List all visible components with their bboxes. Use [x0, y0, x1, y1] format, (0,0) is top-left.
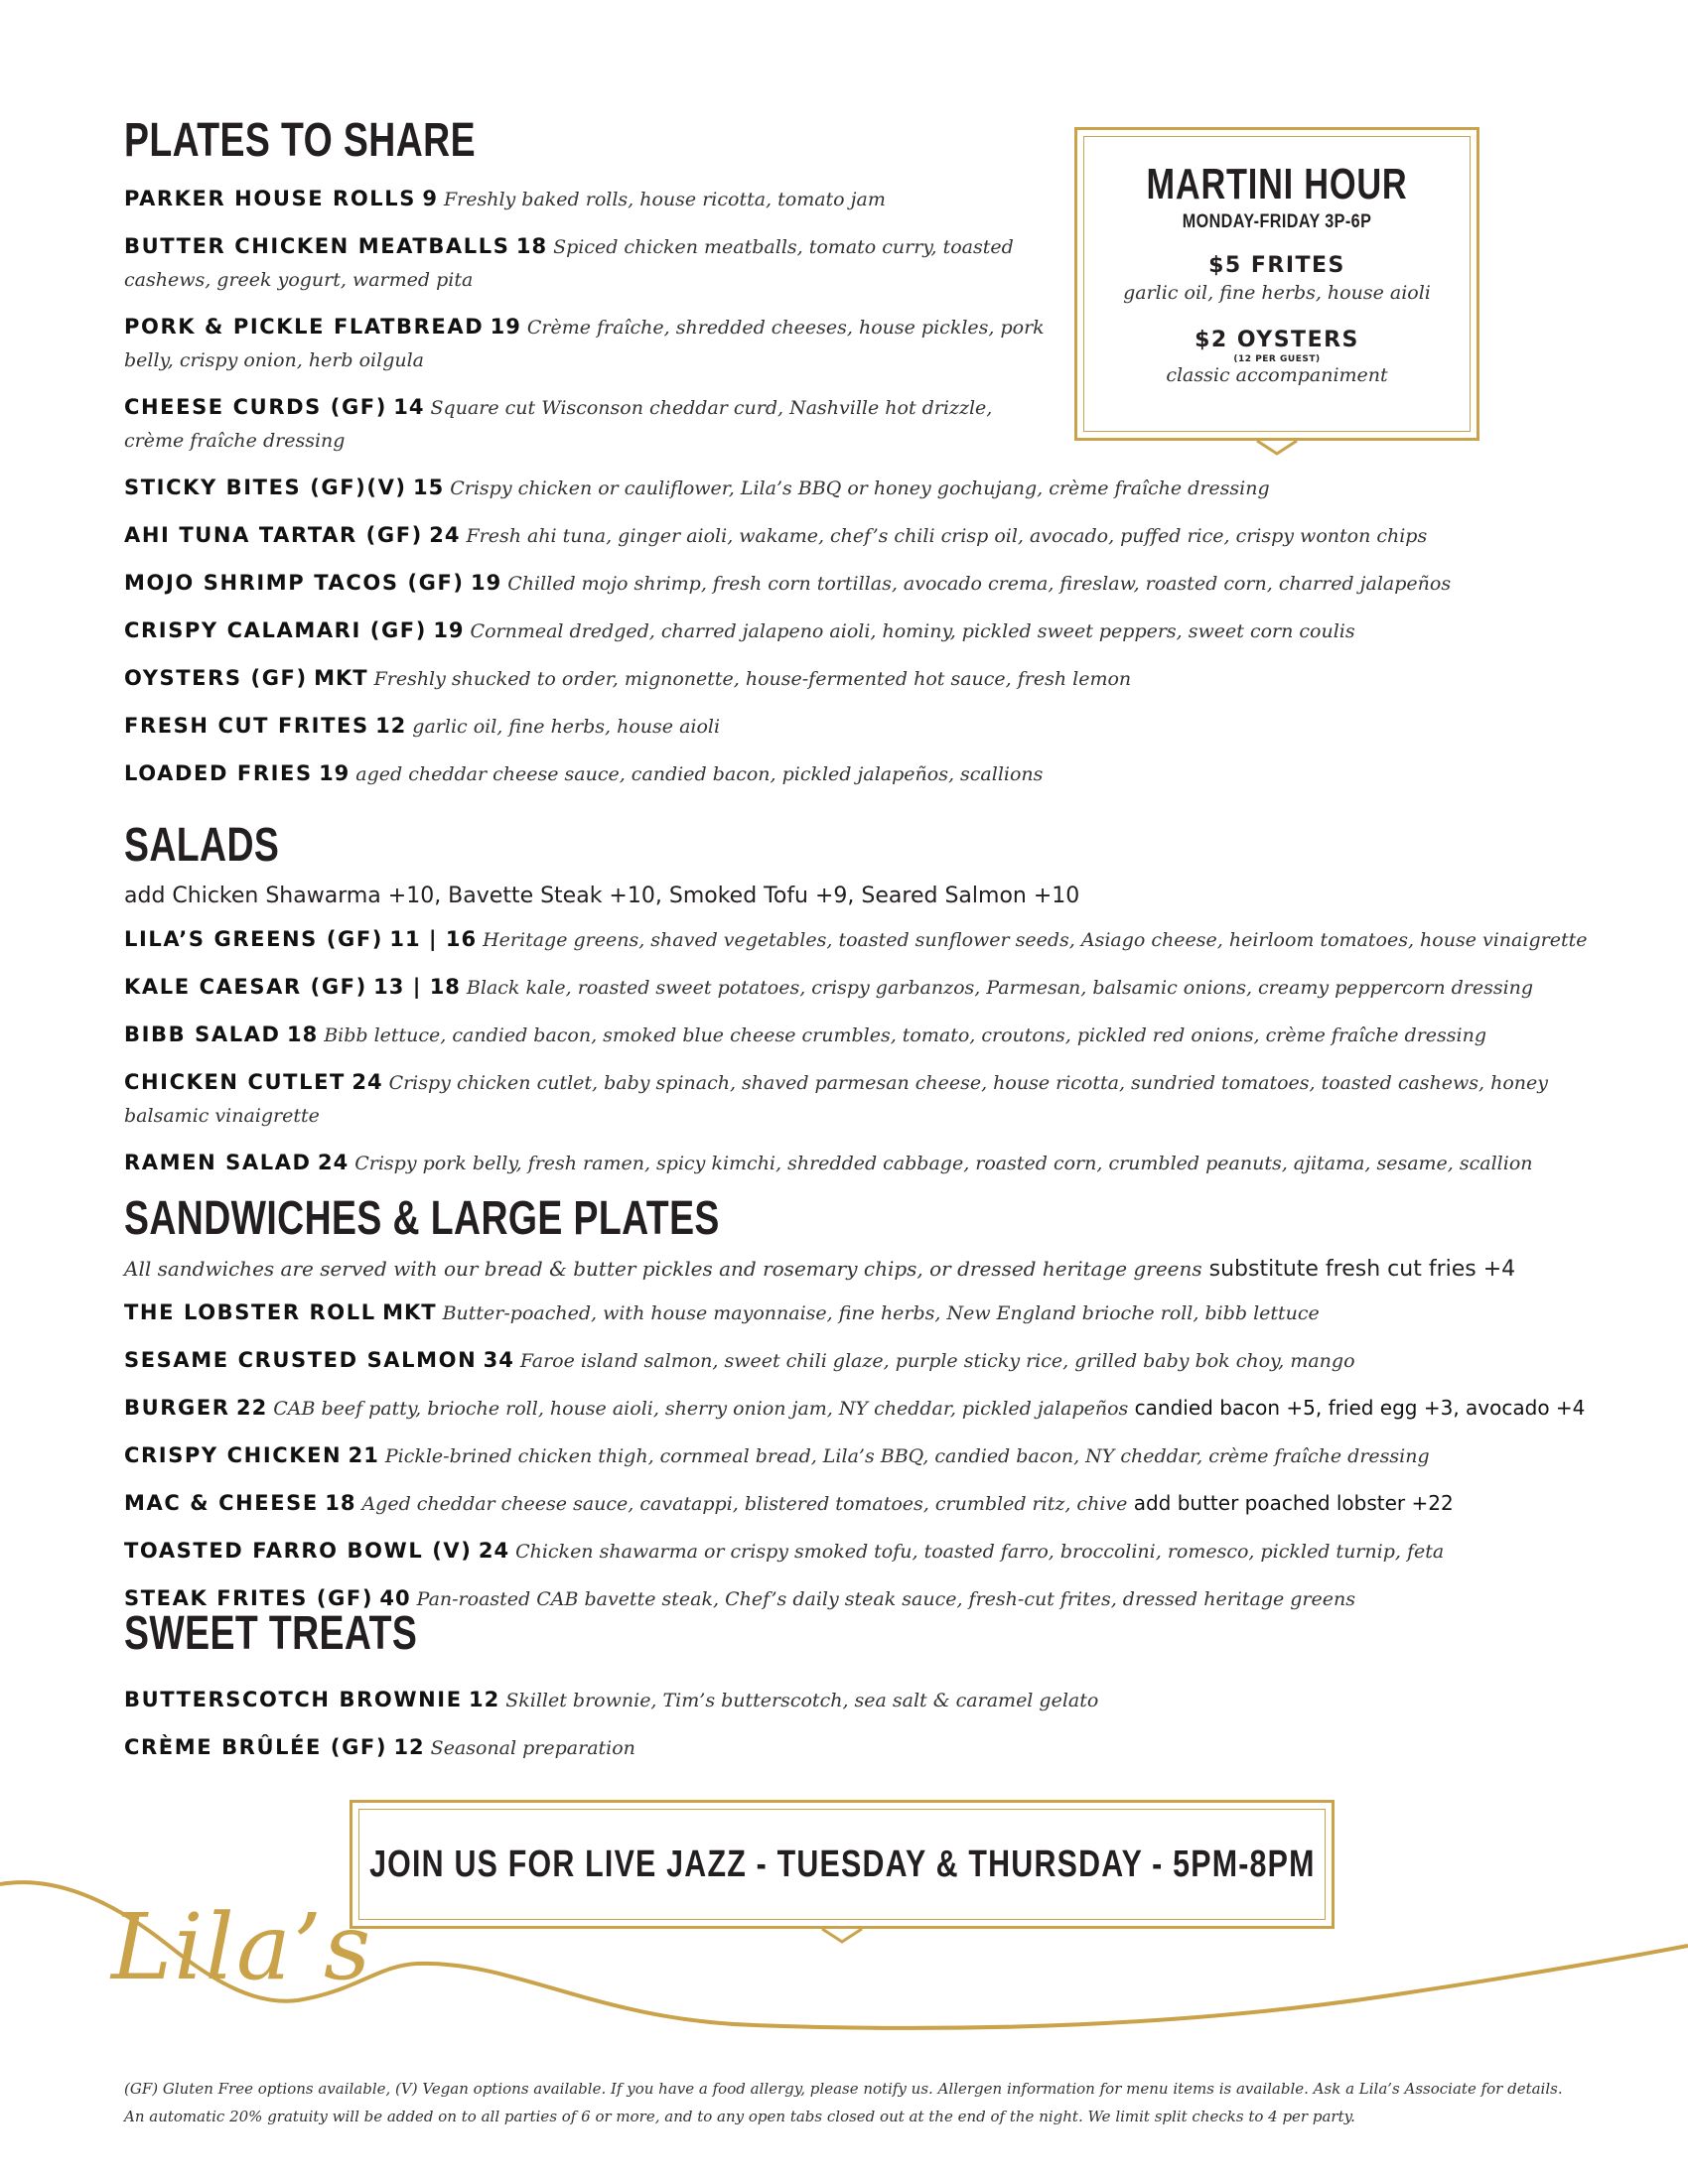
menu-item: [124, 183, 1048, 215]
sandwiches-list: [124, 1297, 1594, 1615]
martini-deal-oysters: $2 OYSTERS: [1195, 328, 1359, 352]
menu-item-description: Skillet brownie, Tim’s butterscotch, sea salt & caramel gelato: [505, 1690, 1099, 1711]
menu-item-description: Fresh ahi tuna, ginger aioli, wakame, chef’s chili crisp oil, avocado, puffed rice, crispy wonton chips: [466, 525, 1428, 547]
menu-item-name: CHICKEN CUTLET: [124, 1070, 346, 1095]
menu-item-price: 34: [483, 1348, 514, 1373]
menu-item: [124, 1344, 1594, 1377]
menu-item-price: 18: [515, 234, 548, 258]
menu-item-description: Crispy chicken or cauliflower, Lila’s BBQ or honey gochujang, crème fraîche dressing: [450, 478, 1270, 499]
menu-item-name: BIBB SALAD: [124, 1023, 281, 1047]
menu-item-name: KALE CAESAR (GF): [124, 975, 367, 1000]
menu-item-name: PORK & PICKLE FLATBREAD: [124, 315, 485, 339]
menu-item: [124, 391, 1048, 457]
menu-item-description: Pickle-brined chicken thigh, cornmeal bread, Lila’s BBQ, candied bacon, NY cheddar, crème fraîche dressing: [384, 1445, 1430, 1468]
menu-item-addon: candied bacon +5, fried egg +3, avocado +4: [1134, 1396, 1586, 1421]
menu-item-addon: add butter poached lobster +22: [1133, 1491, 1454, 1516]
sandwiches-note-italic: All sandwiches are served with our bread & butter pickles and rosemary chips, or dressed heritage greens: [124, 1257, 1202, 1281]
menu-item-price: 21: [348, 1443, 379, 1468]
menu-item-price: 19: [319, 761, 351, 785]
menu-item-name: CRÈME BRÛLÉE (GF): [124, 1735, 388, 1759]
menu-item-price: 13 | 18: [373, 975, 461, 1000]
menu-item-name: LILA’S GREENS (GF): [124, 927, 383, 952]
menu-item-price: 19: [433, 618, 465, 642]
menu-item: [124, 1392, 1594, 1425]
menu-item-name: THE LOBSTER ROLL: [124, 1300, 376, 1325]
menu-item-name: FRESH CUT FRITES: [124, 714, 369, 738]
menu-item-price: 24: [429, 523, 461, 547]
menu-item-description: aged cheddar cheese sauce, candied bacon, pickled jalapeños, scallions: [355, 763, 1044, 785]
menu-item-description: Spiced chicken meatballs, tomato curry, toasted cashews, greek yogurt, warmed pita: [124, 236, 1014, 291]
menu-item-description: Cornmeal dredged, charred jalapeno aioli, hominy, pickled sweet peppers, sweet corn coulis: [470, 620, 1355, 642]
menu-item: [124, 472, 1594, 504]
menu-item-name: MAC & CHEESE: [124, 1491, 319, 1516]
menu-item-description: Freshly shucked to order, mignonette, house-fermented hot sauce, fresh lemon: [373, 668, 1132, 690]
menu-item: [124, 662, 1594, 695]
sandwiches-note: [124, 1257, 1594, 1283]
menu-item-price: 12: [375, 714, 407, 738]
menu-item-description: Aged cheddar cheese sauce, cavatappi, blistered tomatoes, crumbled ritz, chive: [361, 1493, 1128, 1516]
martini-deal-oysters-note: (12 PER GUEST): [1233, 354, 1321, 364]
menu-item: [124, 230, 1048, 296]
menu-item-price: 12: [469, 1688, 500, 1711]
menu-item-description: Crispy pork belly, fresh ramen, spicy kimchi, shredded cabbage, roasted corn, crumbled peanuts, ajitama, sesame, scallion: [354, 1153, 1533, 1175]
salads-list: [124, 923, 1594, 1179]
sandwiches-heading: SANDWICHES & LARGE PLATES: [124, 1192, 720, 1245]
menu-item-price: 9: [422, 187, 438, 210]
menu-item-name: LOADED FRIES: [124, 761, 313, 785]
menu-item-name: STICKY BITES (GF)(V): [124, 476, 407, 499]
menu-item-price: 22: [235, 1396, 268, 1421]
menu-item-price: 12: [393, 1735, 425, 1759]
menu-item: [124, 1019, 1594, 1051]
salads-section: [124, 819, 1594, 1194]
footer-gratuity-note: An automatic 20% gratuity will be added on to all parties of 6 or more, and to any open tabs closed out at the end of the night. We limit split checks to 4 per party.: [124, 2108, 1355, 2125]
menu-item-price: 11 | 16: [389, 927, 478, 952]
menu-item-description: Chilled mojo shrimp, fresh corn tortillas, avocado crema, fireslaw, roasted corn, charred jalapeños: [507, 573, 1452, 595]
menu-item-price: MKT: [382, 1300, 437, 1325]
menu-item: [124, 311, 1048, 376]
menu-item-description: Crispy chicken cutlet, baby spinach, shaved parmesan cheese, house ricotta, sundried tomatoes, toasted cashews, honey balsamic vinaigrette: [124, 1072, 1549, 1128]
live-jazz-banner: [350, 1800, 1335, 1929]
menu-item-name: PARKER HOUSE ROLLS: [124, 187, 416, 210]
menu-item-description: Black kale, roasted sweet potatoes, crispy garbanzos, Parmesan, balsamic onions, creamy peppercorn dressing: [466, 977, 1534, 1000]
menu-item: [124, 757, 1594, 790]
lilas-logo: Lila’s: [111, 1894, 373, 2000]
sandwiches-note-plain: substitute fresh cut fries +4: [1208, 1257, 1516, 1282]
menu-item-price: 14: [393, 395, 425, 419]
menu-item-price: 15: [412, 476, 445, 499]
menu-item: [124, 567, 1594, 600]
menu-item-price: MKT: [314, 666, 368, 690]
menu-item-price: 24: [317, 1151, 350, 1175]
menu-item-price: 24: [352, 1070, 383, 1095]
menu-item-name: BURGER: [124, 1396, 230, 1421]
menu-item-price: 24: [478, 1539, 510, 1564]
salads-heading: SALADS: [124, 819, 280, 872]
menu-item: [124, 710, 1594, 743]
footer-allergen-note: (GF) Gluten Free options available, (V) Vegan options available. If you have a food allergy, please notify us. Allergen information for menu items is available. Ask a Lila’s Associate for details.: [124, 2080, 1563, 2098]
live-jazz-text: JOIN US FOR LIVE JAZZ - TUESDAY & THURSDAY - 5PM-8PM: [368, 1843, 1316, 1885]
menu-item-name: BUTTER CHICKEN MEATBALLS: [124, 234, 510, 258]
menu-item-name: BUTTERSCOTCH BROWNIE: [124, 1688, 463, 1711]
menu-item-name: TOASTED FARRO BOWL (V): [124, 1539, 473, 1564]
menu-item: [124, 1487, 1594, 1520]
menu-item-description: Heritage greens, shaved vegetables, toasted sunflower seeds, Asiago cheese, heirloom tomatoes, house vinaigrette: [483, 929, 1588, 952]
footer-notes: [124, 2075, 1594, 2130]
menu-item-name: AHI TUNA TARTAR (GF): [124, 523, 423, 547]
menu-item: [124, 923, 1594, 956]
menu-item: [124, 1684, 1594, 1716]
menu-item-name: CRISPY CALAMARI (GF): [124, 618, 427, 642]
menu-item-price: 18: [325, 1491, 356, 1516]
plates-heading: PLATES TO SHARE: [124, 114, 476, 167]
martini-title: MARTINI HOUR: [1146, 160, 1408, 208]
sandwiches-section: [124, 1192, 1594, 1630]
menu-item: [124, 1147, 1594, 1179]
menu-item-price: 40: [379, 1586, 411, 1611]
menu-item: [124, 1535, 1594, 1568]
menu-item-description: Square cut Wisconson cheddar curd, Nashville hot drizzle, crème fraîche dressing: [124, 397, 993, 452]
menu-item: [124, 1066, 1594, 1132]
menu-item-name: SESAME CRUSTED SALMON: [124, 1348, 478, 1373]
menu-item: [124, 1297, 1594, 1329]
menu-item-name: CHEESE CURDS (GF): [124, 395, 387, 419]
menu-item-description: CAB beef patty, brioche roll, house aioli, sherry onion jam, NY cheddar, pickled jalapeños: [273, 1398, 1129, 1421]
martini-deal-frites: $5 FRITES: [1208, 253, 1345, 278]
menu-item-name: RAMEN SALAD: [124, 1151, 312, 1175]
menu-item-description: Pan-roasted CAB bavette steak, Chef’s daily steak sauce, fresh-cut frites, dressed heritage greens: [416, 1588, 1355, 1611]
menu-item: [124, 519, 1594, 552]
menu-item-description: Freshly baked rolls, house ricotta, tomato jam: [443, 189, 886, 210]
menu-item-price: 19: [490, 315, 521, 339]
menu-item: [124, 971, 1594, 1004]
menu-item: [124, 1731, 1594, 1764]
menu-item-name: STEAK FRITES (GF): [124, 1586, 374, 1611]
sweets-heading: SWEET TREATS: [124, 1607, 418, 1660]
menu-item-price: 18: [286, 1023, 319, 1047]
menu-item-description: Chicken shawarma or crispy smoked tofu, toasted farro, broccolini, romesco, pickled turnip, feta: [515, 1541, 1445, 1564]
menu-item-description: Seasonal preparation: [430, 1737, 635, 1759]
martini-deal-frites-desc: garlic oil, fine herbs, house aioli: [1123, 282, 1431, 304]
sweets-list: [124, 1684, 1594, 1764]
menu-item-name: OYSTERS (GF): [124, 666, 308, 690]
menu-item-description: garlic oil, fine herbs, house aioli: [412, 716, 721, 738]
menu-item-description: Butter-poached, with house mayonnaise, fine herbs, New England brioche roll, bibb lettuce: [442, 1302, 1320, 1325]
menu-item-description: Bibb lettuce, candied bacon, smoked blue cheese crumbles, tomato, croutons, pickled red onions, crème fraîche dressing: [324, 1024, 1487, 1047]
menu-item-description: Faroe island salmon, sweet chili glaze, purple sticky rice, grilled baby bok choy, mango: [519, 1350, 1355, 1373]
sweets-section: [124, 1607, 1594, 1779]
menu-item-description: Crème fraîche, shredded cheeses, house pickles, pork belly, crispy onion, herb oilgula: [124, 317, 1045, 371]
menu-item-name: CRISPY CHICKEN: [124, 1443, 343, 1468]
salads-addon-note: add Chicken Shawarma +10, Bavette Steak +10, Smoked Tofu +9, Seared Salmon +10: [124, 884, 1080, 908]
martini-subtitle: MONDAY-FRIDAY 3P-6P: [1182, 211, 1372, 232]
martini-deal-oysters-desc: classic accompaniment: [1166, 364, 1388, 386]
menu-item: [124, 1439, 1594, 1472]
menu-item: [124, 614, 1594, 647]
menu-item-name: MOJO SHRIMP TACOS (GF): [124, 571, 465, 595]
martini-hour-box: [1074, 127, 1479, 441]
menu-item-price: 19: [471, 571, 502, 595]
